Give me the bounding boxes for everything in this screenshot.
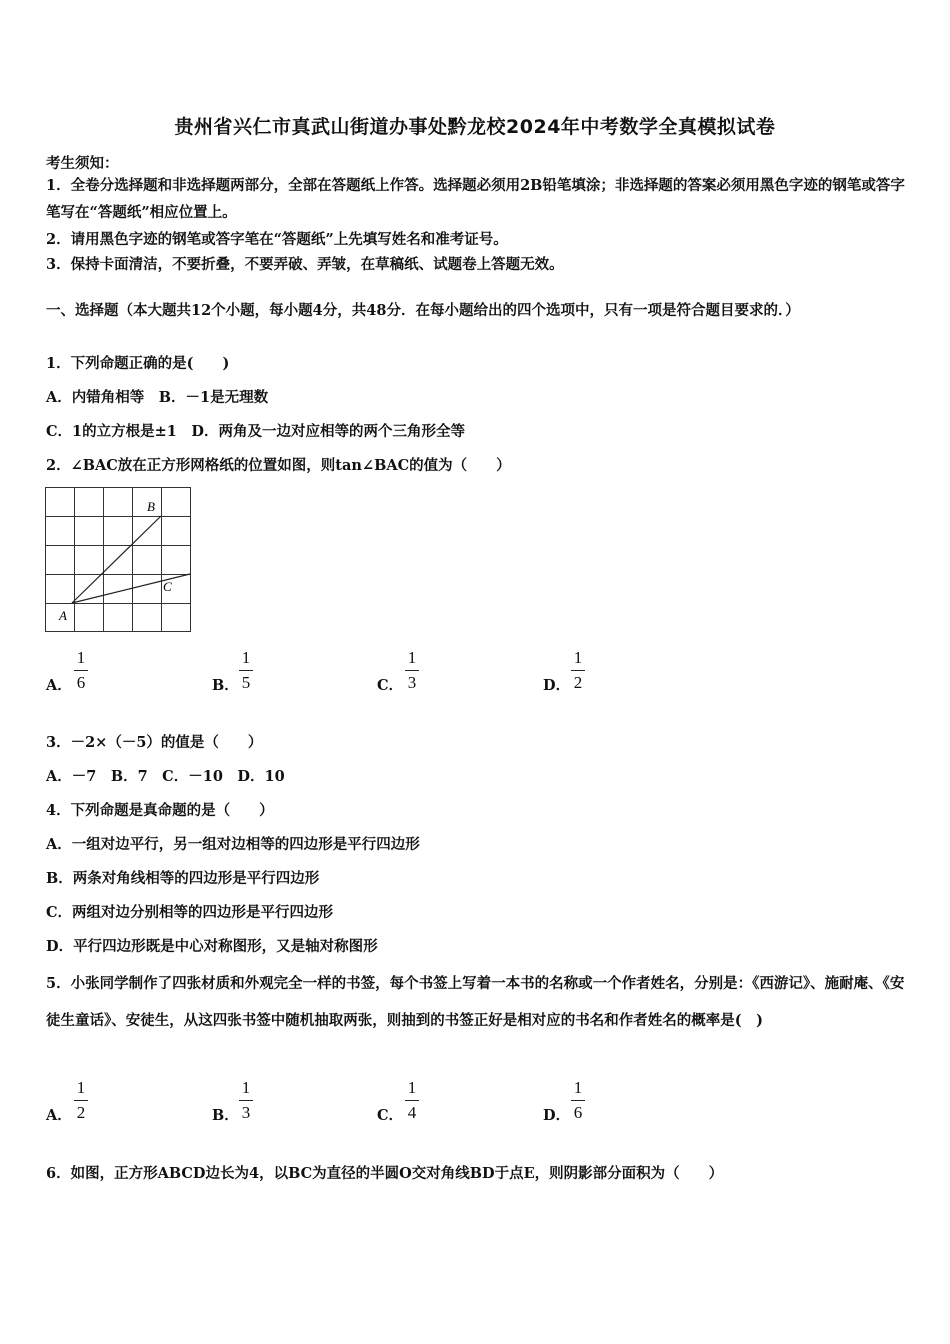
q4-stem: 4．下列命题是真命题的是（ ） [46, 802, 274, 819]
denominator: 2 [76, 1103, 86, 1122]
notice-item-1: 1．全卷分选择题和非选择题两部分，全部在答题纸上作答。选择题必须用2B铅笔填涂；非选择题的答案必须用黑色字迹的钢笔或答字笔写在“答题纸”相应位置上。 [46, 177, 905, 221]
numerator: 1 [76, 648, 86, 667]
denominator: 4 [407, 1103, 417, 1122]
q5-option-c-label: C． [377, 1107, 404, 1124]
q5-option-c-fraction [405, 1078, 419, 1123]
numerator: 1 [241, 1078, 251, 1097]
q4-option-c: C．两组对边分别相等的四边形是平行四边形 [46, 904, 334, 921]
numerator: 1 [76, 1078, 86, 1097]
q2-option-d-label: D． [543, 677, 571, 694]
q1-options-line2: C．1的立方根是±1 D．两角及一边对应相等的两个三角形全等 [46, 423, 465, 440]
section-heading: 一、选择题（本大题共12个小题，每小题4分，共48分．在每小题给出的四个选项中，只有一项是符合题目要求的．） [46, 302, 800, 319]
q4-option-b: B．两条对角线相等的四边形是平行四边形 [46, 870, 320, 887]
numerator: 1 [407, 648, 417, 667]
numerator: 1 [241, 648, 251, 667]
q2-option-c-fraction [405, 648, 419, 693]
q2-option-a-label: A． [46, 677, 72, 694]
q5-stem: 5．小张同学制作了四张材质和外观完全一样的书签，每个书签上写着一本书的名称或一个作者姓名，分别是：《西游记》、施耐庵、《安徒生童话》、安徒生，从这四张书签中随机抽取两张，则抽到的书签正好是相对应的书名和作者姓名的概率是( ) [46, 975, 905, 1029]
q3-options: A．－7 B．7 C．－10 D．10 [46, 768, 285, 785]
denominator: 3 [241, 1103, 251, 1122]
q2-option-a-fraction [74, 648, 88, 693]
notice-heading: 考生须知： [46, 155, 119, 172]
q2-option-b-label: B． [212, 677, 239, 694]
point-c-label: C [163, 579, 172, 594]
q2-stem: 2．∠BAC放在正方形网格纸的位置如图，则tan∠BAC的值为（ ） [46, 457, 511, 474]
q5-option-d-label: D． [543, 1107, 571, 1124]
q1-options-line1: A．内错角相等 B．－1是无理数 [46, 389, 269, 406]
point-a-label: A [59, 608, 67, 623]
notice-item-3: 3．保持卡面清洁，不要折叠，不要弄破、弄皱，在草稿纸、试题卷上答题无效。 [46, 256, 564, 273]
denominator: 3 [407, 673, 417, 692]
numerator: 1 [573, 1078, 583, 1097]
denominator: 5 [241, 673, 251, 692]
ray-ab [72, 516, 161, 603]
page-title: 贵州省兴仁市真武山街道办事处黔龙校2024年中考数学全真模拟试卷 [174, 116, 776, 138]
point-b-label: B [147, 499, 155, 514]
q3-stem: 3．－2×（－5）的值是（ ） [46, 734, 263, 751]
ray-ac [72, 574, 190, 603]
q4-option-a: A．一组对边平行，另一组对边相等的四边形是平行四边形 [46, 836, 420, 853]
grid-figure [45, 487, 192, 633]
numerator: 1 [573, 648, 583, 667]
q5-option-b-fraction [239, 1078, 253, 1123]
q4-option-d: D．平行四边形既是中心对称图形，又是轴对称图形 [46, 938, 378, 955]
denominator: 6 [573, 1103, 583, 1122]
numerator: 1 [407, 1078, 417, 1097]
q2-option-c-label: C． [377, 677, 404, 694]
q6-stem: 6．如图，正方形ABCD边长为4，以BC为直径的半圆O交对角线BD于点E，则阴影部分面积为（ ） [46, 1165, 724, 1182]
q2-option-b-fraction [239, 648, 253, 693]
denominator: 6 [76, 673, 86, 692]
denominator: 2 [573, 673, 583, 692]
notice-item-2: 2．请用黑色字迹的钢笔或答字笔在“答题纸”上先填写姓名和准考证号。 [46, 231, 508, 248]
q5-option-b-label: B． [212, 1107, 239, 1124]
q2-option-d-fraction [571, 648, 585, 693]
q1-stem: 1．下列命题正确的是( ) [46, 355, 230, 372]
q5-option-a-fraction [74, 1078, 88, 1123]
q5-option-d-fraction [571, 1078, 585, 1123]
q5-option-a-label: A． [46, 1107, 72, 1124]
